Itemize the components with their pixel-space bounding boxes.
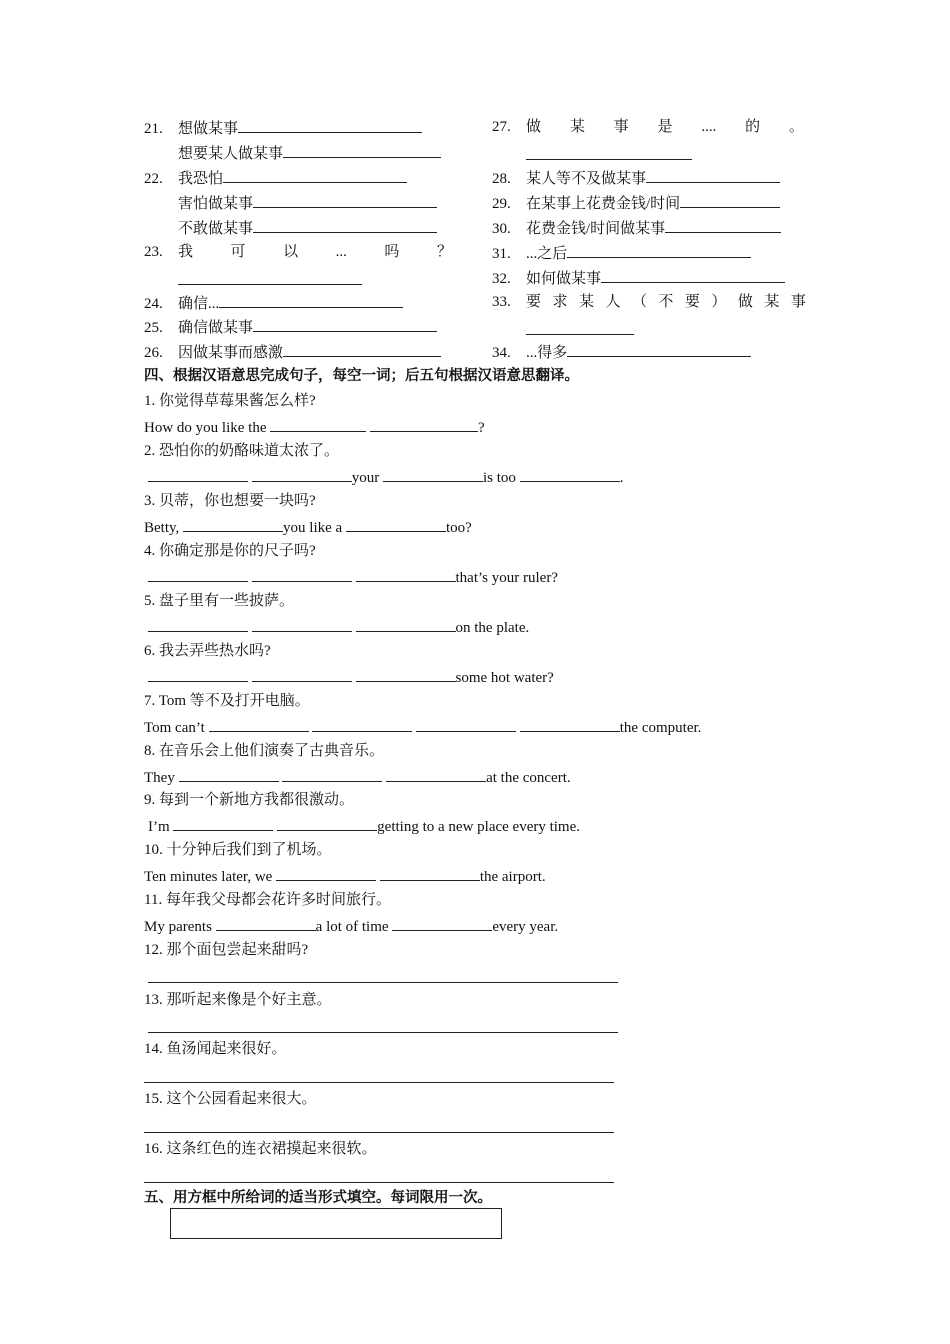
item-25	[144, 316, 437, 336]
answer-blank[interactable]	[209, 716, 309, 732]
translation-line[interactable]	[148, 982, 618, 983]
item-21-b	[178, 142, 441, 162]
char: 是	[657, 119, 673, 135]
answer-blank[interactable]	[526, 334, 634, 335]
answer-blank[interactable]	[148, 666, 248, 682]
q1-chinese: 1. 你觉得草莓果酱怎么样?	[144, 393, 316, 409]
item-23	[144, 242, 452, 262]
answer-blank[interactable]	[173, 815, 273, 831]
q5-chinese: 5. 盘子里有一些披萨。	[144, 593, 295, 609]
q8-chinese: 8. 在音乐会上他们演奏了古典音乐。	[144, 743, 385, 759]
answer-blank[interactable]	[238, 117, 422, 133]
char: ）	[711, 294, 727, 310]
answer-blank[interactable]	[252, 616, 352, 632]
item-text: 某人等不及做某事	[526, 171, 647, 187]
answer-blank[interactable]	[253, 316, 437, 332]
char: 某	[569, 119, 585, 135]
sentence-text: How do you like the	[144, 420, 267, 436]
answer-blank[interactable]	[183, 516, 283, 532]
q9-english	[148, 815, 580, 835]
section-4-heading: 四、根据汉语意思完成句子，每空一词；后五句根据汉语意思翻译。	[144, 368, 579, 384]
item-text: 害怕做某事	[178, 196, 254, 212]
item-text: 确信做某事	[178, 320, 254, 336]
answer-blank[interactable]	[223, 167, 407, 183]
item-number: 21.	[144, 121, 163, 137]
answer-blank[interactable]	[392, 915, 492, 931]
char: 吗	[384, 244, 400, 260]
item-text	[178, 242, 452, 262]
q13-chinese: 13. 那听起来像是个好主意。	[144, 992, 332, 1008]
answer-blank[interactable]	[282, 766, 382, 782]
sentence-text: that’s your ruler?	[455, 570, 558, 586]
sentence-text: is too	[483, 470, 516, 486]
sentence-text: Tom can’t	[144, 720, 205, 736]
item-text: 因做某事而感激	[178, 345, 284, 361]
answer-blank[interactable]	[148, 566, 248, 582]
item-number: 30.	[492, 221, 511, 237]
q14-chinese: 14. 鱼汤闻起来很好。	[144, 1041, 287, 1057]
q12-chinese: 12. 那个面包尝起来甜吗?	[144, 942, 309, 958]
item-number: 33.	[492, 294, 511, 310]
char: 做	[737, 294, 753, 310]
char: 的	[745, 119, 761, 135]
answer-blank[interactable]	[179, 766, 279, 782]
item-text: ...得多	[526, 345, 568, 361]
translation-line[interactable]	[144, 1132, 614, 1133]
item-number: 28.	[492, 171, 511, 187]
q8-english	[144, 766, 571, 786]
char: ....	[701, 119, 717, 135]
answer-blank[interactable]	[253, 217, 437, 233]
translation-line[interactable]	[144, 1182, 614, 1183]
char: （	[631, 294, 647, 310]
sentence-text: They	[144, 770, 175, 786]
answer-blank[interactable]	[520, 466, 620, 482]
char: 求	[552, 294, 568, 310]
char: 某	[578, 294, 594, 310]
answer-blank[interactable]	[276, 865, 376, 881]
word-box	[170, 1208, 502, 1239]
q4-chinese: 4. 你确定那是你的尺子吗?	[144, 543, 316, 559]
q16-chinese: 16. 这条红色的连衣裙摸起来很软。	[144, 1141, 377, 1157]
char: 不	[658, 294, 674, 310]
char: 某	[764, 294, 780, 310]
sentence-text: the airport.	[479, 869, 546, 885]
sentence-text: .	[619, 470, 624, 486]
sentence-text: too?	[445, 520, 472, 536]
answer-blank[interactable]	[356, 566, 456, 582]
q7-chinese: 7. Tom 等不及打开电脑。	[144, 693, 310, 709]
item-number: 31.	[492, 246, 511, 262]
q9-chinese: 9. 每到一个新地方我都很激动。	[144, 792, 355, 808]
sentence-text: your	[351, 470, 380, 486]
item-24	[144, 292, 403, 312]
q11-chinese: 11. 每年我父母都会花许多时间旅行。	[144, 892, 391, 908]
q10-english	[144, 865, 546, 885]
answer-blank[interactable]	[380, 865, 480, 881]
answer-blank[interactable]	[567, 341, 751, 357]
item-29	[492, 192, 780, 212]
sentence-text: Betty,	[144, 520, 180, 536]
item-number: 24.	[144, 296, 163, 312]
item-text: 花费金钱/时间做某事	[526, 221, 666, 237]
answer-blank[interactable]	[252, 666, 352, 682]
item-27	[492, 117, 804, 137]
answer-blank[interactable]	[567, 242, 751, 258]
item-text	[526, 117, 804, 137]
char: 人	[605, 294, 621, 310]
item-text: ...之后	[526, 246, 568, 262]
item-number: 29.	[492, 196, 511, 212]
char: 做	[526, 119, 542, 135]
item-number: 23.	[144, 244, 163, 260]
answer-blank[interactable]	[526, 159, 692, 160]
answer-blank[interactable]	[216, 915, 316, 931]
answer-blank[interactable]	[601, 267, 785, 283]
answer-blank[interactable]	[665, 217, 781, 233]
sentence-text: you like a	[283, 520, 343, 536]
item-text: 不敢做某事	[178, 221, 254, 237]
char: 可	[230, 244, 246, 260]
char: 要	[684, 294, 700, 310]
sentence-text: My parents	[144, 919, 212, 935]
sentence-text: some hot water?	[455, 670, 554, 686]
char: 事	[790, 294, 806, 310]
char: 。	[788, 119, 804, 135]
item-33	[492, 292, 806, 312]
char: 要	[526, 294, 542, 310]
item-30	[492, 217, 781, 237]
translation-line[interactable]	[144, 1082, 614, 1083]
answer-blank[interactable]	[178, 284, 362, 285]
item-text: 想做某事	[178, 121, 239, 137]
sentence-text: a lot of time	[315, 919, 389, 935]
item-22-c	[178, 217, 437, 237]
item-number: 25.	[144, 320, 163, 336]
item-number: 34.	[492, 345, 511, 361]
item-22-b	[178, 192, 437, 212]
item-21	[144, 117, 422, 137]
item-text: 确信...	[178, 296, 220, 312]
answer-blank[interactable]	[283, 142, 441, 158]
answer-blank[interactable]	[416, 716, 516, 732]
item-26	[144, 341, 441, 361]
answer-blank[interactable]	[356, 616, 456, 632]
item-32	[492, 267, 785, 287]
char: ...	[335, 244, 347, 260]
sentence-text: the computer.	[619, 720, 702, 736]
answer-blank[interactable]	[277, 815, 377, 831]
answer-blank[interactable]	[148, 466, 248, 482]
q3-english	[144, 516, 472, 536]
answer-blank[interactable]	[252, 466, 352, 482]
sentence-text: getting to a new place every time.	[377, 819, 581, 835]
translation-line[interactable]	[148, 1032, 618, 1033]
answer-blank[interactable]	[646, 167, 780, 183]
char: 以	[283, 244, 299, 260]
sentence-text: ?	[477, 420, 485, 436]
char: 事	[613, 119, 629, 135]
q15-chinese: 15. 这个公园看起来很大。	[144, 1091, 317, 1107]
char: 我	[178, 244, 194, 260]
item-text: 我恐怕	[178, 171, 224, 187]
q4-english	[148, 566, 558, 586]
answer-blank[interactable]	[680, 192, 780, 208]
answer-blank[interactable]	[253, 192, 437, 208]
q10-chinese: 10. 十分钟后我们到了机场。	[144, 842, 332, 858]
q5-english	[148, 616, 529, 636]
answer-blank[interactable]	[383, 466, 483, 482]
q2-chinese: 2. 恐怕你的奶酪味道太浓了。	[144, 443, 340, 459]
answer-blank[interactable]	[270, 416, 366, 432]
q6-chinese: 6. 我去弄些热水吗?	[144, 643, 271, 659]
answer-blank[interactable]	[520, 716, 620, 732]
answer-blank[interactable]	[356, 666, 456, 682]
sentence-text: on the plate.	[455, 620, 530, 636]
answer-blank[interactable]	[252, 566, 352, 582]
answer-blank[interactable]	[148, 616, 248, 632]
item-text: 想要某人做某事	[178, 146, 284, 162]
item-number: 22.	[144, 171, 163, 187]
item-34	[492, 341, 751, 361]
char: ？	[436, 244, 452, 260]
q1-english	[144, 416, 485, 436]
sentence-text: at the concert.	[486, 770, 571, 786]
answer-blank[interactable]	[346, 516, 446, 532]
answer-blank[interactable]	[370, 416, 478, 432]
item-text	[526, 292, 806, 312]
item-text: 如何做某事	[526, 271, 602, 287]
item-number: 32.	[492, 271, 511, 287]
answer-blank[interactable]	[283, 341, 441, 357]
answer-blank[interactable]	[312, 716, 412, 732]
item-22	[144, 167, 407, 187]
item-31	[492, 242, 751, 262]
sentence-text: Ten minutes later, we	[144, 869, 273, 885]
item-text: 在某事上花费金钱/时间	[526, 196, 681, 212]
section-5-heading: 五、用方框中所给词的适当形式填空。每词限用一次。	[144, 1190, 492, 1206]
item-number: 27.	[492, 119, 511, 135]
q7-english	[144, 716, 701, 736]
q2-english	[148, 466, 623, 486]
q3-chinese: 3. 贝蒂，你也想要一块吗?	[144, 493, 316, 509]
sentence-text: every year.	[492, 919, 559, 935]
sentence-text: I’m	[148, 819, 170, 835]
answer-blank[interactable]	[219, 292, 403, 308]
item-number: 26.	[144, 345, 163, 361]
answer-blank[interactable]	[386, 766, 486, 782]
q6-english	[148, 666, 554, 686]
q11-english	[144, 915, 558, 935]
item-28	[492, 167, 780, 187]
